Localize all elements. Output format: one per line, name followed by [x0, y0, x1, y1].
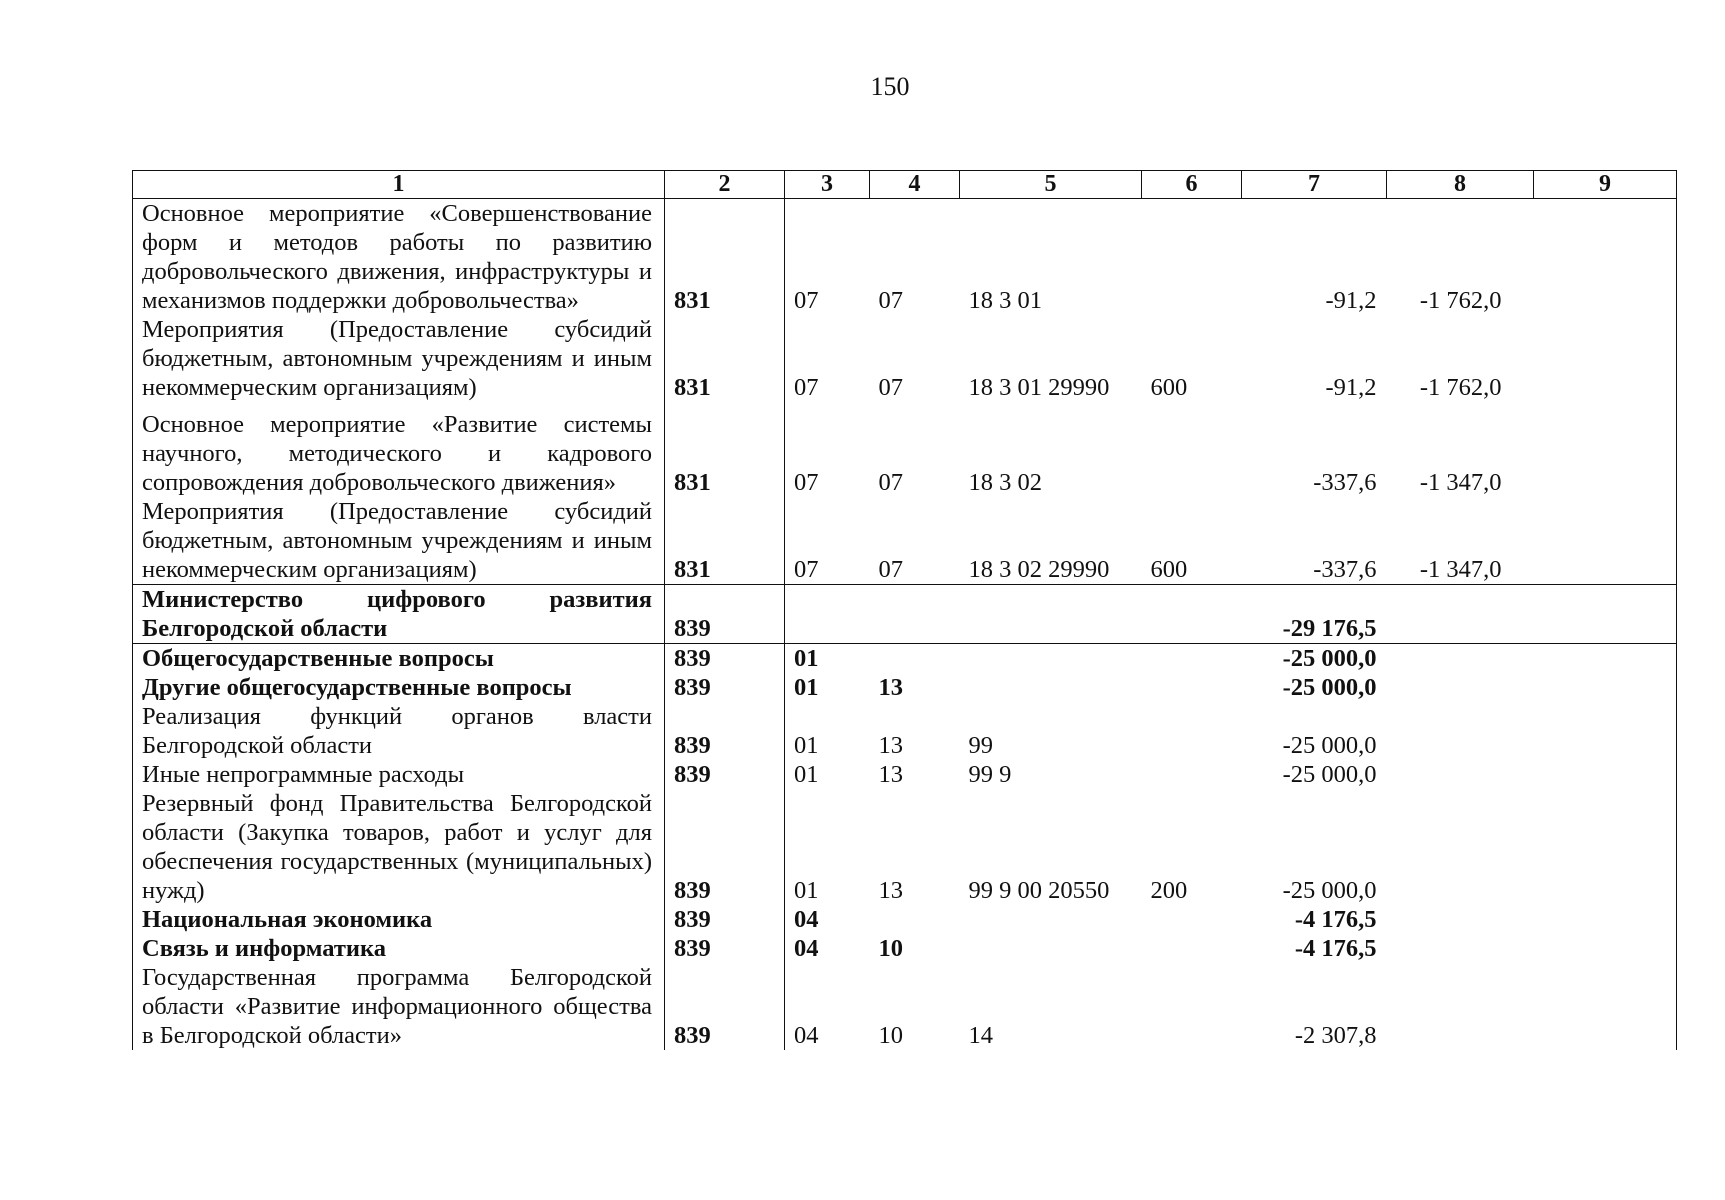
cell-amount-7: -337,6: [1313, 556, 1377, 583]
cell-amount-8: [1387, 585, 1534, 644]
cell-amount-8: [1387, 644, 1534, 674]
cell-section: 01: [785, 702, 870, 760]
cell-amount-9: [1534, 789, 1677, 905]
cell-amount-7: -91,2: [1325, 374, 1377, 401]
cell-amount-8: [1387, 702, 1534, 760]
row-description: Государственная программа Белгородской области «Развитие информационного общества в Белгородской области»: [133, 963, 665, 1050]
row-description: Другие общегосударственные вопросы: [133, 673, 665, 702]
table-row: [133, 789, 1677, 905]
table-row: [133, 934, 1677, 963]
cell-subsection: 13: [878, 732, 903, 759]
row-description: Мероприятия (Предоставление субсидий бюджетным, автономным учреждениям и иным некоммерческим организациям): [133, 497, 665, 585]
cell-subsection: [870, 644, 960, 674]
cell-target-article: [960, 934, 1142, 963]
cell-amount-8: [1387, 760, 1534, 789]
cell-section: 01: [785, 789, 870, 905]
cell-admin-code: 839: [674, 674, 711, 701]
cell-section: 07: [785, 315, 870, 402]
column-header: 2: [665, 171, 785, 199]
cell-amount-7: -25 000,0: [1282, 761, 1377, 788]
cell-subsection: 10: [878, 1022, 903, 1049]
cell-expense-type: [1142, 402, 1242, 497]
cell-amount-9: [1534, 673, 1677, 702]
cell-expense-type: [1142, 644, 1242, 674]
row-description: Министерство цифрового развития Белгородской области: [133, 585, 665, 644]
cell-section: [785, 585, 870, 644]
column-header: 4: [870, 171, 960, 199]
cell-target-article: 18 3 01: [968, 287, 1042, 314]
cell-expense-type: [1142, 963, 1242, 1050]
cell-admin-code: 839: [674, 761, 711, 788]
column-header: 5: [960, 171, 1142, 199]
cell-expense-type: [1142, 673, 1242, 702]
cell-section: 07: [785, 199, 870, 316]
cell-amount-7: -91,2: [1325, 287, 1377, 314]
cell-section: 07: [785, 497, 870, 585]
cell-admin-code: 839: [665, 585, 785, 644]
cell-subsection: 13: [878, 674, 903, 701]
row-description: Общегосударственные вопросы: [133, 644, 665, 674]
table-row: [133, 644, 1677, 674]
cell-section: 07: [785, 402, 870, 497]
cell-amount-8: [1387, 963, 1534, 1050]
cell-amount-7: -29 176,5: [1242, 585, 1387, 644]
column-header: 1: [133, 171, 665, 199]
cell-amount-8: [1387, 934, 1534, 963]
cell-subsection: [870, 585, 960, 644]
cell-subsection: [870, 905, 960, 934]
table-row: [133, 585, 1677, 644]
cell-admin-code: 831: [674, 556, 711, 583]
cell-expense-type: 600: [1150, 374, 1188, 401]
cell-amount-9: [1534, 963, 1677, 1050]
cell-target-article: 99: [968, 732, 993, 759]
table-row: [133, 315, 1677, 402]
cell-expense-type: [1142, 702, 1242, 760]
cell-amount-9: [1534, 315, 1677, 402]
cell-amount-7: -4 176,5: [1294, 906, 1377, 933]
cell-amount-8: -1 762,0: [1419, 287, 1502, 314]
table-row: [133, 497, 1677, 585]
cell-amount-9: [1534, 905, 1677, 934]
cell-target-article: [960, 673, 1142, 702]
table-row: [133, 963, 1677, 1050]
column-header: 8: [1387, 171, 1534, 199]
cell-expense-type: [1142, 760, 1242, 789]
cell-target-article: 99 9: [968, 761, 1012, 788]
cell-subsection: 10: [878, 935, 903, 962]
cell-section: 01: [785, 760, 870, 789]
cell-amount-9: [1534, 585, 1677, 644]
cell-amount-8: -1 347,0: [1419, 469, 1502, 496]
cell-amount-8: [1387, 905, 1534, 934]
header-row: [133, 171, 1677, 199]
cell-target-article: 18 3 02: [968, 469, 1042, 496]
cell-admin-code: 831: [674, 469, 711, 496]
row-description: Основное мероприятие «Развитие системы научного, методического и кадрового сопровождения добровольческого движения»: [133, 402, 665, 497]
cell-target-article: [960, 644, 1142, 674]
cell-target-article: [960, 905, 1142, 934]
table-row: [133, 199, 1677, 316]
cell-admin-code: 839: [674, 935, 711, 962]
cell-amount-7: -25 000,0: [1282, 674, 1377, 701]
cell-amount-9: [1534, 702, 1677, 760]
cell-admin-code: 839: [674, 906, 711, 933]
table-row: [133, 673, 1677, 702]
cell-target-article: 18 3 01 29990: [968, 374, 1110, 401]
cell-amount-7: -337,6: [1313, 469, 1377, 496]
cell-amount-8: [1387, 789, 1534, 905]
cell-expense-type: [1142, 199, 1242, 316]
cell-amount-8: [1387, 673, 1534, 702]
cell-section: 01: [785, 644, 870, 674]
cell-admin-code: 839: [674, 1022, 711, 1049]
column-header: 6: [1142, 171, 1242, 199]
cell-amount-7: -2 307,8: [1294, 1022, 1377, 1049]
column-header: 3: [785, 171, 870, 199]
row-description: Резервный фонд Правительства Белгородской области (Закупка товаров, работ и услуг для обеспечения государственных (муниципальных) нужд): [133, 789, 665, 905]
cell-amount-7: -4 176,5: [1294, 935, 1377, 962]
row-description: Иные непрограммные расходы: [133, 760, 665, 789]
cell-section: 04: [785, 963, 870, 1050]
budget-table: [132, 170, 1677, 1050]
cell-amount-9: [1534, 934, 1677, 963]
table-row: [133, 702, 1677, 760]
cell-expense-type: [1142, 934, 1242, 963]
cell-amount-8: -1 347,0: [1419, 556, 1502, 583]
cell-section: 04: [785, 905, 870, 934]
cell-admin-code: 839: [674, 877, 711, 904]
table-row: [133, 760, 1677, 789]
cell-subsection: 13: [878, 761, 903, 788]
cell-target-article: 99 9 00 20550: [968, 877, 1110, 904]
cell-subsection: 07: [878, 556, 903, 583]
table-row: [133, 402, 1677, 497]
cell-subsection: 13: [878, 877, 903, 904]
cell-section: 01: [785, 673, 870, 702]
cell-amount-8: -1 762,0: [1419, 374, 1502, 401]
cell-admin-code: 831: [674, 374, 711, 401]
row-description: Связь и информатика: [133, 934, 665, 963]
cell-amount-9: [1534, 497, 1677, 585]
row-description: Мероприятия (Предоставление субсидий бюджетным, автономным учреждениям и иным некоммерческим организациям): [133, 315, 665, 402]
cell-expense-type: 600: [1150, 556, 1188, 583]
cell-target-article: 14: [968, 1022, 993, 1049]
cell-expense-type: 200: [1150, 877, 1188, 904]
cell-admin-code: 839: [665, 644, 785, 674]
cell-admin-code: 831: [674, 287, 711, 314]
page-number: 150: [870, 72, 910, 101]
cell-amount-7: -25 000,0: [1242, 644, 1387, 674]
cell-admin-code: 839: [674, 732, 711, 759]
column-header: 7: [1242, 171, 1387, 199]
row-description: Реализация функций органов власти Белгородской области: [133, 702, 665, 760]
cell-amount-9: [1534, 760, 1677, 789]
cell-expense-type: [1142, 905, 1242, 934]
row-description: Основное мероприятие «Совершенствование форм и методов работы по развитию добровольческого движения, инфраструктуры и механизмов поддержки добровольчества»: [133, 199, 665, 316]
cell-amount-7: -25 000,0: [1282, 732, 1377, 759]
cell-amount-9: [1534, 644, 1677, 674]
cell-subsection: 07: [878, 469, 903, 496]
cell-subsection: 07: [878, 374, 903, 401]
cell-amount-9: [1534, 402, 1677, 497]
cell-expense-type: [1142, 585, 1242, 644]
cell-target-article: [960, 585, 1142, 644]
cell-subsection: 07: [878, 287, 903, 314]
column-header: 9: [1534, 171, 1677, 199]
cell-target-article: 18 3 02 29990: [968, 556, 1110, 583]
row-description: Национальная экономика: [133, 905, 665, 934]
cell-amount-9: [1534, 199, 1677, 316]
cell-section: 04: [785, 934, 870, 963]
cell-amount-7: -25 000,0: [1282, 877, 1377, 904]
table-row: [133, 905, 1677, 934]
